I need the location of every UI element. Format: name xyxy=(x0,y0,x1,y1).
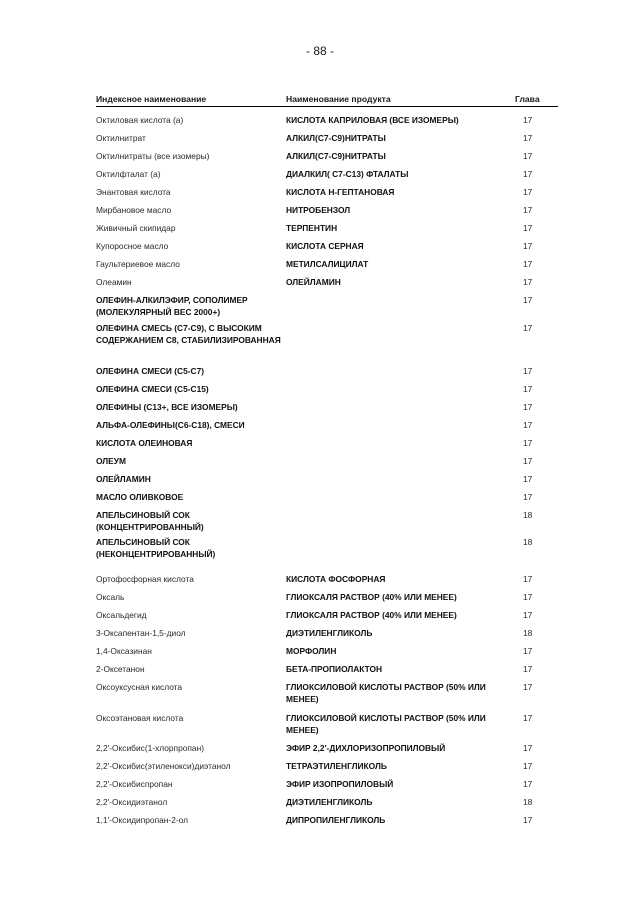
index-name: Октилфталат (а) xyxy=(96,169,161,179)
index-name: Живичный скипидар xyxy=(96,223,176,233)
index-name: 3-Оксапентан-1,5-диол xyxy=(96,628,186,638)
index-name: Гаультериевое масло xyxy=(96,259,180,269)
index-name: 2,2'-Оксибис(этиленокси)диэтанол xyxy=(96,761,231,771)
chapter-number: 17 xyxy=(523,574,533,584)
index-name: КИСЛОТА ОЛЕИНОВАЯ xyxy=(96,438,193,448)
chapter-number: 17 xyxy=(523,492,533,502)
product-name: ДИПРОПИЛЕНГЛИКОЛЬ xyxy=(286,815,386,825)
product-name: ЭФИР 2,2'-ДИХЛОРИЗОПРОПИЛОВЫЙ xyxy=(286,743,446,753)
chapter-number: 17 xyxy=(523,115,533,125)
index-name: ОЛЕФИНЫ (С13+, ВСЕ ИЗОМЕРЫ) xyxy=(96,402,238,412)
chapter-number: 17 xyxy=(523,682,533,692)
product-name: ГЛИОКСАЛЯ РАСТВОР (40% ИЛИ МЕНЕЕ) xyxy=(286,610,457,620)
index-name: Купоросное масло xyxy=(96,241,169,251)
product-name: ДИАЛКИЛ( С7-С13) ФТАЛАТЫ xyxy=(286,169,409,179)
index-name: АЛЬФА-ОЛЕФИНЫ(С6-С18), СМЕСИ xyxy=(96,420,245,430)
index-name: Оксоуксусная кислота xyxy=(96,682,183,692)
chapter-number: 17 xyxy=(523,761,533,771)
product-name: КИСЛОТА ФОСФОРНАЯ xyxy=(286,574,386,584)
product-name: ОЛЕЙЛАМИН xyxy=(286,277,341,287)
index-name: ОЛЕФИН-АЛКИЛЭФИР, СОПОЛИМЕР (МОЛЕКУЛЯРНЫЙ ВЕС 2000+) xyxy=(96,295,248,317)
index-name: 2,2'-Оксидиэтанол xyxy=(96,797,168,807)
index-name: ОЛЕФИНА СМЕСИ (С5-С7) xyxy=(96,366,205,376)
chapter-number: 17 xyxy=(523,259,533,269)
chapter-number: 17 xyxy=(523,438,533,448)
product-name: ТЕРПЕНТИН xyxy=(286,223,338,233)
index-name: Октиловая кислота (а) xyxy=(96,115,184,125)
chapter-number: 17 xyxy=(523,779,533,789)
chapter-number: 17 xyxy=(523,420,533,430)
header-index-name: Индексное наименование xyxy=(96,94,207,104)
chapter-number: 18 xyxy=(523,537,533,547)
index-name: АПЕЛЬСИНОВЫЙ СОК (КОНЦЕНТРИРОВАННЫЙ) xyxy=(96,510,204,532)
chapter-number: 17 xyxy=(523,664,533,674)
product-name: ГЛИОКСИЛОВОЙ КИСЛОТЫ РАСТВОР (50% ИЛИ МЕНЕЕ) xyxy=(286,713,486,735)
index-name: Энантовая кислота xyxy=(96,187,171,197)
product-name: ГЛИОКСИЛОВОЙ КИСЛОТЫ РАСТВОР (50% ИЛИ МЕНЕЕ) xyxy=(286,682,486,704)
chapter-number: 17 xyxy=(523,815,533,825)
index-name: ОЛЕФИНА СМЕСЬ (С7-С9), С ВЫСОКИМ СОДЕРЖАНИЕМ С8, СТАБИЛИЗИРОВАННАЯ xyxy=(96,323,281,345)
chapter-number: 17 xyxy=(523,474,533,484)
index-name: Олеамин xyxy=(96,277,132,287)
chapter-number: 17 xyxy=(523,592,533,602)
product-name: ДИЭТИЛЕНГЛИКОЛЬ xyxy=(286,797,373,807)
product-name: КИСЛОТА КАПРИЛОВАЯ (ВСЕ ИЗОМЕРЫ) xyxy=(286,115,459,125)
index-name: ОЛЕФИНА СМЕСИ (С5-С15) xyxy=(96,384,209,394)
chapter-number: 17 xyxy=(523,456,533,466)
product-name: ДИЭТИЛЕНГЛИКОЛЬ xyxy=(286,628,373,638)
index-name: МАСЛО ОЛИВКОВОЕ xyxy=(96,492,184,502)
index-name: 2-Оксетанон xyxy=(96,664,145,674)
chapter-number: 18 xyxy=(523,510,533,520)
chapter-number: 17 xyxy=(523,205,533,215)
chapter-number: 17 xyxy=(523,187,533,197)
chapter-number: 18 xyxy=(523,628,533,638)
page-number: - 88 - xyxy=(305,44,334,58)
chapter-number: 17 xyxy=(523,323,533,333)
index-name: Октилнитрат xyxy=(96,133,146,143)
product-name: ТЕТРАЭТИЛЕНГЛИКОЛЬ xyxy=(286,761,387,771)
index-name: ОЛЕЙЛАМИН xyxy=(96,474,151,484)
product-name: АЛКИЛ(С7-С9)НИТРАТЫ xyxy=(286,133,386,143)
chapter-number: 17 xyxy=(523,133,533,143)
chapter-number: 17 xyxy=(523,277,533,287)
table-header xyxy=(96,92,558,107)
chapter-number: 17 xyxy=(523,169,533,179)
product-name: АЛКИЛ(С7-С9)НИТРАТЫ xyxy=(286,151,386,161)
product-name: БЕТА-ПРОПИОЛАКТОН xyxy=(286,664,383,674)
product-name: КИСЛОТА Н-ГЕПТАНОВАЯ xyxy=(286,187,395,197)
chapter-number: 17 xyxy=(523,223,533,233)
chapter-number: 17 xyxy=(523,384,533,394)
product-name: НИТРОБЕНЗОЛ xyxy=(286,205,351,215)
chapter-number: 17 xyxy=(523,646,533,656)
chapter-number: 17 xyxy=(523,241,533,251)
chapter-number: 18 xyxy=(523,797,533,807)
index-name: Оксоэтановая кислота xyxy=(96,713,184,723)
header-product-name: Наименование продукта xyxy=(286,94,391,104)
chapter-number: 17 xyxy=(523,402,533,412)
product-name: МОРФОЛИН xyxy=(286,646,337,656)
index-name: 1,4-Оксазинан xyxy=(96,646,152,656)
index-name: Октилнитраты (все изомеры) xyxy=(96,151,210,161)
product-name: ЭФИР ИЗОПРОПИЛОВЫЙ xyxy=(286,779,394,789)
header-chapter: Глава xyxy=(515,94,540,104)
index-name: 2,2'-Оксибиспропан xyxy=(96,779,173,789)
chapter-number: 17 xyxy=(523,743,533,753)
product-name: КИСЛОТА СЕРНАЯ xyxy=(286,241,364,251)
index-name: АПЕЛЬСИНОВЫЙ СОК (НЕКОНЦЕНТРИРОВАННЫЙ) xyxy=(96,537,216,559)
index-name: 1,1'-Оксидипропан-2-ол xyxy=(96,815,188,825)
chapter-number: 17 xyxy=(523,610,533,620)
chapter-number: 17 xyxy=(523,151,533,161)
product-name: МЕТИЛСАЛИЦИЛАТ xyxy=(286,259,369,269)
chapter-number: 17 xyxy=(523,713,533,723)
product-name: ГЛИОКСАЛЯ РАСТВОР (40% ИЛИ МЕНЕЕ) xyxy=(286,592,457,602)
index-name: Оксаль xyxy=(96,592,125,602)
chapter-number: 17 xyxy=(523,295,533,305)
chapter-number: 17 xyxy=(523,366,533,376)
index-table xyxy=(96,92,558,825)
index-name: Мирбановое масло xyxy=(96,205,172,215)
index-name: Ортофосфорная кислота xyxy=(96,574,194,584)
index-name: Оксальдегид xyxy=(96,610,147,620)
index-name: 2,2'-Оксибис(1-хлорпропан) xyxy=(96,743,205,753)
index-name: ОЛЕУМ xyxy=(96,456,126,466)
